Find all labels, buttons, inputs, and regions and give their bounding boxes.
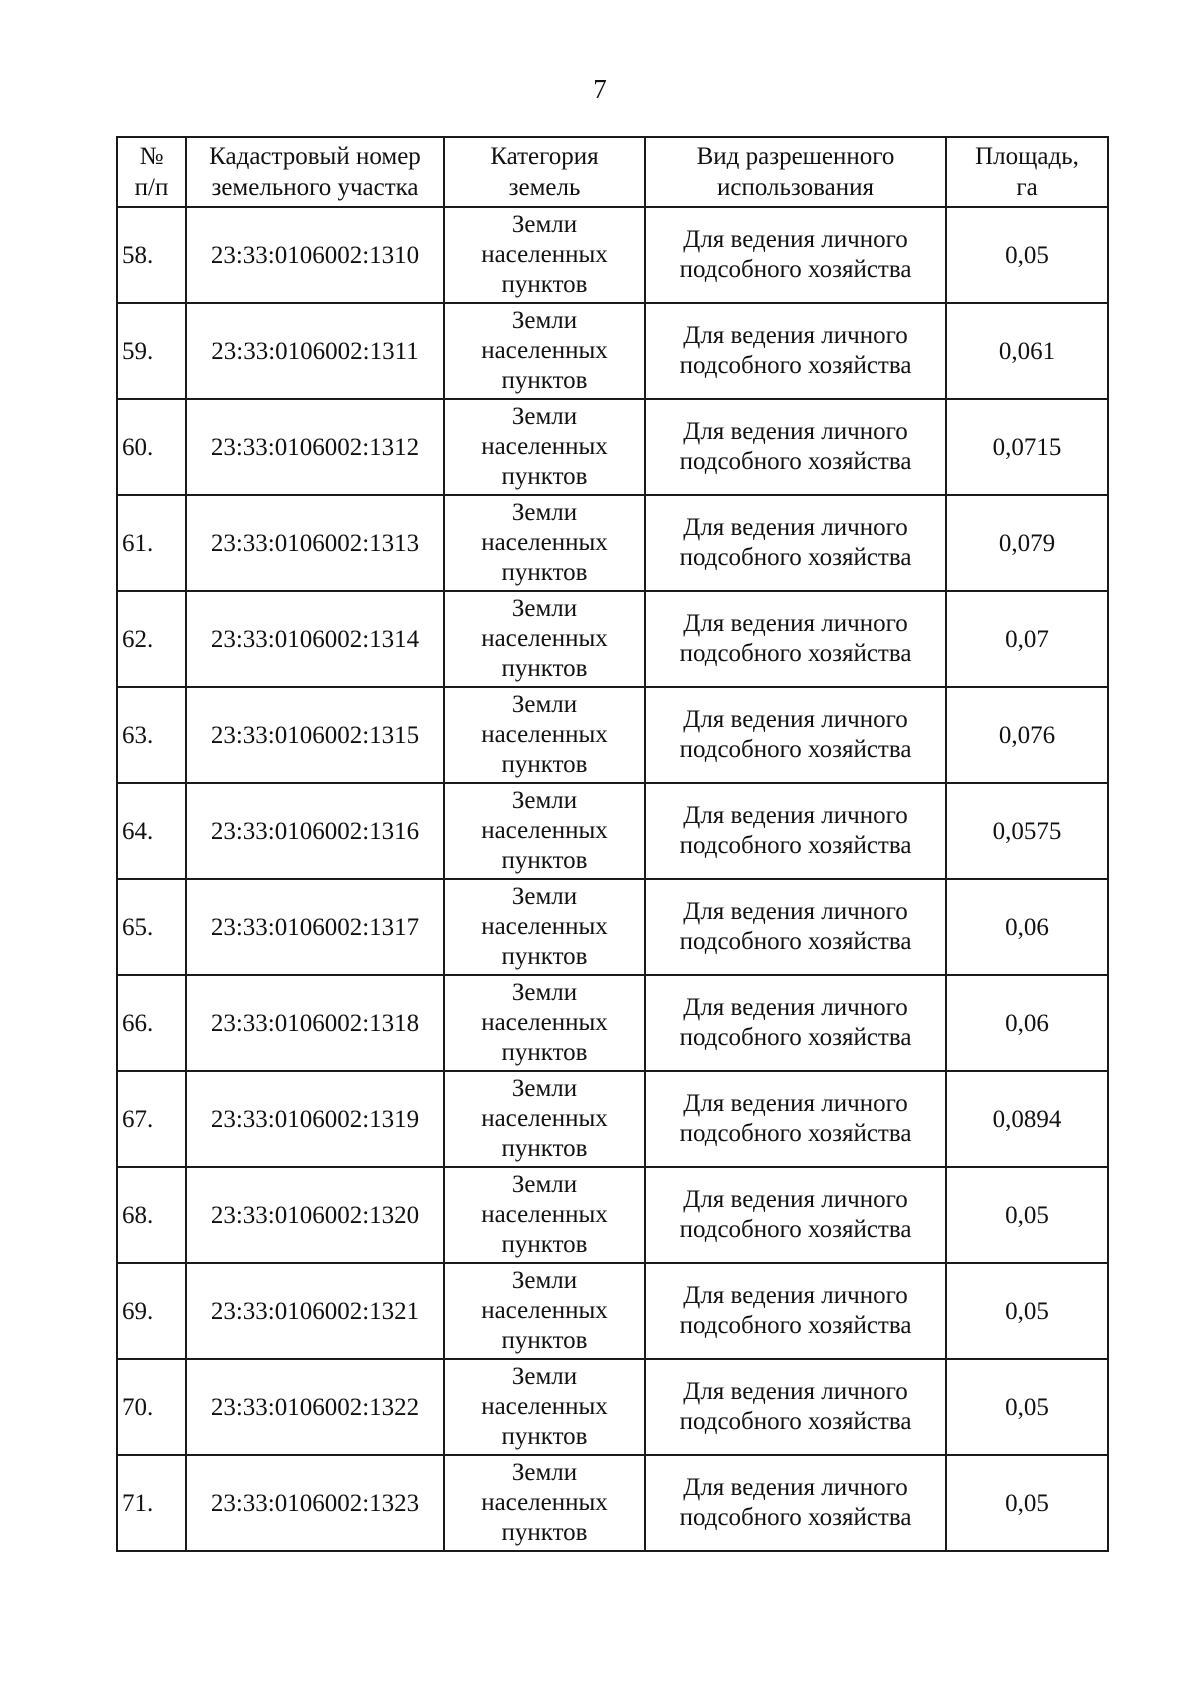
land-category-line: населенных [481,433,608,460]
header-use-line-1: Вид разрешенного [696,143,895,170]
table-row [117,1359,1108,1455]
row-number-cell: 62. [117,591,186,687]
header-area-line-1: Площадь, [975,143,1079,170]
page-number: 7 [593,74,607,104]
table-row [117,591,1108,687]
table-body [117,207,1108,1551]
land-category-line: Земли [511,1171,578,1198]
permitted-use-cell [645,783,946,879]
land-category-line: населенных [481,1105,608,1132]
cadastral-number-cell: 23:33:0106002:1311 [186,303,444,399]
land-category-line: пунктов [501,655,588,682]
cadastral-number-cell: 23:33:0106002:1314 [186,591,444,687]
cadastral-number-cell: 23:33:0106002:1317 [186,879,444,975]
land-category-line: пунктов [501,1135,588,1162]
cadastral-number-cell: 23:33:0106002:1310 [186,207,444,303]
land-category-cell [444,303,645,399]
table-row [117,1455,1108,1551]
row-number-cell: 64. [117,783,186,879]
table-row [117,1071,1108,1167]
land-category-line: Земли [511,499,578,526]
permitted-use-cell [645,207,946,303]
land-category-line: Земли [511,1459,578,1486]
permitted-use-cell [645,495,946,591]
row-number-cell: 59. [117,303,186,399]
land-category-line: пунктов [501,463,588,490]
land-category-line: Земли [511,403,578,430]
permitted-use-line: Для ведения личного [683,706,908,733]
cadastral-number-cell: 23:33:0106002:1316 [186,783,444,879]
permitted-use-line: Для ведения личного [683,1282,908,1309]
land-category-cell [444,1455,645,1551]
permitted-use-cell [645,1071,946,1167]
permitted-use-line: Для ведения личного [683,1090,908,1117]
land-category-line: пунктов [501,1039,588,1066]
table-row [117,687,1108,783]
area-cell: 0,05 [946,1167,1108,1263]
area-cell: 0,061 [946,303,1108,399]
permitted-use-line: Для ведения личного [683,610,908,637]
permitted-use-line: подсобного хозяйства [679,640,912,667]
table-row [117,783,1108,879]
header-num-line-2: п/п [134,174,169,201]
land-category-cell [444,687,645,783]
table-row [117,399,1108,495]
header-num [117,137,186,207]
land-category-line: пунктов [501,559,588,586]
permitted-use-cell [645,879,946,975]
permitted-use-line: подсобного хозяйства [679,256,912,283]
table-row [117,1263,1108,1359]
land-category-line: Земли [511,307,578,334]
row-number-cell: 69. [117,1263,186,1359]
land-category-cell [444,1359,645,1455]
land-category-line: населенных [481,241,608,268]
land-category-line: населенных [481,721,608,748]
land-category-line: населенных [481,913,608,940]
land-category-line: пунктов [501,367,588,394]
land-category-line: населенных [481,625,608,652]
row-number-cell: 71. [117,1455,186,1551]
land-category-line: Земли [511,211,578,238]
header-category [444,137,645,207]
permitted-use-line: подсобного хозяйства [679,1312,912,1339]
cadastral-number-cell: 23:33:0106002:1319 [186,1071,444,1167]
land-category-line: Земли [511,1363,578,1390]
cadastral-number-cell: 23:33:0106002:1320 [186,1167,444,1263]
row-number-cell: 63. [117,687,186,783]
permitted-use-cell [645,1263,946,1359]
area-cell: 0,0575 [946,783,1108,879]
table-row [117,303,1108,399]
row-number-cell: 68. [117,1167,186,1263]
permitted-use-cell [645,1167,946,1263]
permitted-use-cell [645,687,946,783]
permitted-use-line: Для ведения личного [683,418,908,445]
permitted-use-line: Для ведения личного [683,802,908,829]
permitted-use-cell [645,1359,946,1455]
table-row [117,207,1108,303]
header-category-line-1: Категория [490,143,599,170]
permitted-use-line: подсобного хозяйства [679,1504,912,1531]
land-category-cell [444,1263,645,1359]
permitted-use-cell [645,303,946,399]
land-category-line: пунктов [501,1423,588,1450]
row-number-cell: 60. [117,399,186,495]
land-category-cell [444,399,645,495]
cadastral-number-cell: 23:33:0106002:1318 [186,975,444,1071]
permitted-use-line: Для ведения личного [683,1186,908,1213]
permitted-use-line: Для ведения личного [683,322,908,349]
land-category-line: населенных [481,1009,608,1036]
land-category-line: пунктов [501,1519,588,1546]
land-category-line: Земли [511,1075,578,1102]
land-category-line: Земли [511,1267,578,1294]
land-category-line: населенных [481,1489,608,1516]
area-cell: 0,05 [946,1359,1108,1455]
area-cell: 0,06 [946,975,1108,1071]
permitted-use-line: Для ведения личного [683,1474,908,1501]
permitted-use-line: подсобного хозяйства [679,736,912,763]
header-cadastral-line-2: земельного участка [211,174,419,201]
land-category-line: Земли [511,595,578,622]
cadastral-number-cell: 23:33:0106002:1323 [186,1455,444,1551]
land-category-cell [444,495,645,591]
header-area-line-2: га [1016,174,1038,201]
land-category-line: населенных [481,1393,608,1420]
area-cell: 0,0715 [946,399,1108,495]
land-category-line: Земли [511,979,578,1006]
permitted-use-line: подсобного хозяйства [679,544,912,571]
permitted-use-line: подсобного хозяйства [679,1120,912,1147]
cadastral-number-cell: 23:33:0106002:1313 [186,495,444,591]
area-cell: 0,05 [946,1455,1108,1551]
permitted-use-line: Для ведения личного [683,994,908,1021]
land-category-line: пунктов [501,751,588,778]
area-cell: 0,05 [946,1263,1108,1359]
land-category-line: Земли [511,883,578,910]
land-category-line: пунктов [501,1327,588,1354]
permitted-use-line: подсобного хозяйства [679,832,912,859]
permitted-use-cell [645,975,946,1071]
row-number-cell: 61. [117,495,186,591]
permitted-use-line: подсобного хозяйства [679,1408,912,1435]
header-use-line-2: использования [717,174,874,201]
permitted-use-line: подсобного хозяйства [679,1216,912,1243]
area-cell: 0,076 [946,687,1108,783]
land-category-line: пунктов [501,1231,588,1258]
table-header-row [117,137,1108,207]
row-number-cell: 66. [117,975,186,1071]
permitted-use-line: Для ведения личного [683,898,908,925]
land-category-cell [444,1071,645,1167]
land-category-cell [444,1167,645,1263]
cadastral-number-cell: 23:33:0106002:1315 [186,687,444,783]
table-row [117,495,1108,591]
land-category-line: населенных [481,1201,608,1228]
land-category-line: населенных [481,817,608,844]
row-number-cell: 65. [117,879,186,975]
land-category-line: пунктов [501,847,588,874]
permitted-use-line: подсобного хозяйства [679,448,912,475]
permitted-use-line: Для ведения личного [683,514,908,541]
permitted-use-cell [645,399,946,495]
table-row [117,1167,1108,1263]
land-category-line: Земли [511,691,578,718]
header-use [645,137,946,207]
cadastral-number-cell: 23:33:0106002:1322 [186,1359,444,1455]
land-category-line: населенных [481,1297,608,1324]
land-category-cell [444,207,645,303]
permitted-use-line: Для ведения личного [683,1378,908,1405]
land-plots-table [116,136,1109,1552]
cadastral-number-cell: 23:33:0106002:1312 [186,399,444,495]
area-cell: 0,079 [946,495,1108,591]
header-area [946,137,1108,207]
land-category-line: пунктов [501,943,588,970]
row-number-cell: 58. [117,207,186,303]
permitted-use-line: подсобного хозяйства [679,1024,912,1051]
land-category-cell [444,879,645,975]
table-row [117,975,1108,1071]
row-number-cell: 67. [117,1071,186,1167]
area-cell: 0,07 [946,591,1108,687]
area-cell: 0,06 [946,879,1108,975]
permitted-use-cell [645,1455,946,1551]
header-category-line-2: земель [508,174,581,201]
land-category-line: пунктов [501,271,588,298]
area-cell: 0,0894 [946,1071,1108,1167]
land-category-cell [444,591,645,687]
land-category-cell [444,783,645,879]
header-cadastral [186,137,444,207]
land-category-line: населенных [481,529,608,556]
table-row [117,879,1108,975]
permitted-use-line: Для ведения личного [683,226,908,253]
permitted-use-line: подсобного хозяйства [679,352,912,379]
land-category-cell [444,975,645,1071]
row-number-cell: 70. [117,1359,186,1455]
land-category-line: Земли [511,787,578,814]
header-cadastral-line-1: Кадастровый номер [209,143,421,170]
area-cell: 0,05 [946,207,1108,303]
permitted-use-cell [645,591,946,687]
land-category-line: населенных [481,337,608,364]
cadastral-number-cell: 23:33:0106002:1321 [186,1263,444,1359]
permitted-use-line: подсобного хозяйства [679,928,912,955]
header-num-line-1: № [139,143,164,170]
